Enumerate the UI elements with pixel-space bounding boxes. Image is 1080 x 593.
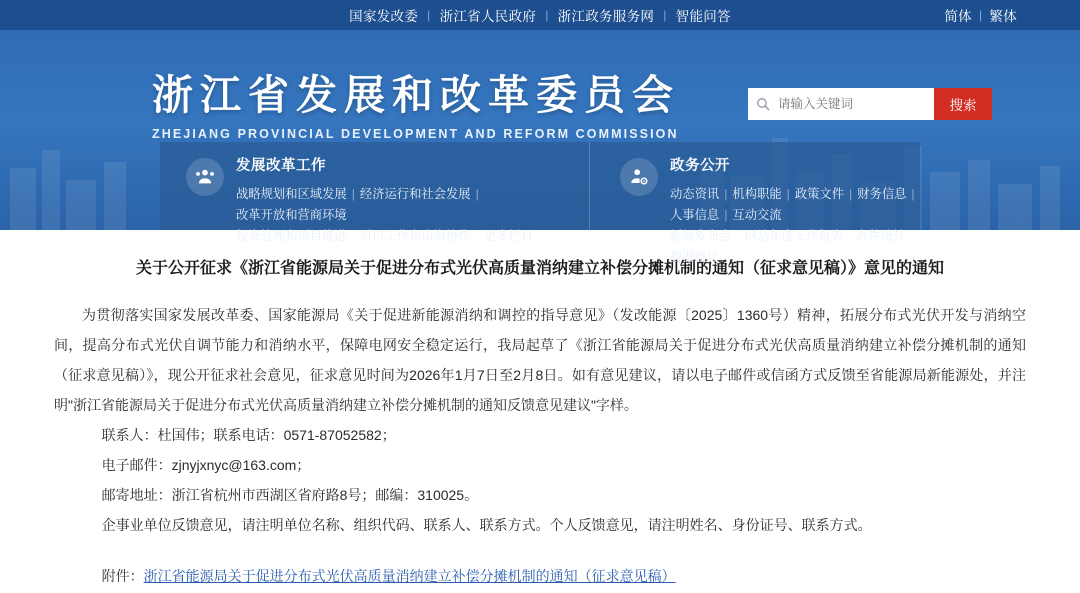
site-banner — [0, 30, 1080, 264]
top-link-zj-gov[interactable]: 浙江省人民政府 — [439, 9, 537, 24]
nav-separator: | — [475, 229, 479, 243]
language-separator: | — [978, 8, 983, 22]
search-field-wrap[interactable] — [748, 88, 934, 120]
people-group-icon — [186, 158, 224, 196]
top-link-separator: | — [545, 8, 549, 22]
nav-item-investment-projects[interactable]: 投资管理和项目推进 — [236, 229, 347, 243]
top-link-zj-service[interactable]: 浙江政务服务网 — [557, 9, 655, 24]
search-input[interactable] — [776, 96, 941, 112]
nav-item-financial-info[interactable]: 财务信息 — [857, 187, 907, 201]
nav-links-development — [236, 184, 589, 247]
search-button[interactable]: 搜索 — [934, 88, 992, 120]
nav-item-data-statistics[interactable]: 数据统计 — [670, 250, 720, 264]
nav-content-government-affairs — [670, 154, 920, 264]
nav-item-interaction[interactable]: 互动交流 — [732, 208, 782, 222]
article-paragraph-intro: 为贯彻落实国家发展改革委、国家能源局《关于促进新能源消纳和调控的指导意见》（发改能源〔2025〕1360号）精神，拓展分布式光伏开发与消纳空间，提高分布式光伏自调节能力和消纳水平，保障电网安全稳定运行，我局起草了《浙江省能源局关于促进分布式光伏高质量消纳建立补偿分摊机制的通知（征求意见稿）》，现公开征求社会意见，征求意见时间为2026年1月7日至2月8日。如有意见建议，请以电子邮件或信函方式反馈至省能源局新能源处，并注明"浙江省能源局关于促进分布式光伏高质量消纳建立补偿分摊机制的通知反馈意见建议"字样。 — [54, 306, 1026, 413]
top-link-ndrc[interactable]: 国家发改委 — [349, 9, 419, 24]
nav-item-paired-cooperation[interactable]: 对口工作和山海协作 — [359, 229, 471, 243]
language-simplified[interactable]: 简体 — [944, 9, 972, 24]
nav-links-row — [670, 184, 920, 226]
top-link-smart-qa[interactable]: 智能问答 — [675, 9, 731, 24]
language-switcher — [937, 0, 1024, 30]
nav-separator: | — [849, 187, 853, 201]
article-mail-address: 邮寄地址：浙江省杭州市西湖区省府路8号；邮编：310025。 — [101, 486, 479, 503]
search-icon — [756, 97, 770, 111]
top-link-separator: | — [663, 8, 667, 22]
nav-separator: | — [848, 229, 852, 243]
nav-heading-development: 发展改革工作 — [236, 158, 326, 174]
nav-column-development — [160, 142, 590, 243]
nav-item-news[interactable]: 动态资讯 — [670, 187, 720, 201]
attachment-link[interactable]: 浙江省能源局关于促进分布式光伏高质量消纳建立补偿分摊机制的通知（征求意见稿） — [143, 567, 676, 584]
article-contact-person: 联系人：杜国伟；联系电话：0571-87052582； — [101, 426, 396, 443]
nav-separator: | — [911, 187, 915, 201]
nav-links-row — [236, 184, 589, 226]
article-body — [54, 300, 1026, 540]
person-gear-icon — [620, 158, 658, 196]
article-contact-email: 电子邮件：zjnyjxnyc@163.com； — [101, 456, 311, 473]
nav-separator: | — [724, 208, 728, 222]
nav-separator: | — [736, 229, 740, 243]
site-title-english: ZHEJIANG PROVINCIAL DEVELOPMENT AND REFORM COMMISSION — [152, 127, 679, 142]
nav-item-strategy-planning[interactable]: 战略规划和区域发展 — [236, 187, 347, 201]
top-utility-bar — [0, 0, 1080, 30]
nav-heading-government-affairs: 政务公开 — [670, 158, 730, 174]
nav-item-reform-business-env[interactable]: 改革开放和营商环境 — [236, 208, 347, 222]
site-title: 浙江省发展和改革委员会 — [152, 72, 680, 118]
primary-nav-panel — [160, 142, 920, 264]
nav-item-case-statistics[interactable]: 办件统计 — [856, 229, 906, 243]
nav-separator: | — [351, 187, 355, 201]
attachment-section — [54, 566, 1026, 586]
nav-item-press-conference[interactable]: 新闻发布会 — [670, 229, 732, 243]
top-link-separator: | — [427, 8, 431, 22]
top-nav-links — [340, 5, 740, 25]
nav-separator: | — [724, 187, 728, 201]
nav-item-more-columns[interactable]: 更多栏目 — [483, 229, 533, 243]
article-container — [0, 230, 1080, 586]
language-traditional[interactable]: 繁体 — [989, 9, 1017, 24]
nav-links-row — [236, 226, 589, 247]
page-title: 关于公开征求《浙江省能源局关于促进分布式光伏高质量消纳建立补偿分摊机制的通知（征求意见稿）》意见的通知 — [135, 260, 944, 277]
site-identity — [152, 72, 680, 141]
nav-item-annual-report[interactable]: 网站年度工作报表 — [744, 229, 844, 243]
nav-item-functions[interactable]: 机构职能 — [732, 187, 782, 201]
site-search — [748, 88, 992, 120]
nav-links-government-affairs — [670, 184, 920, 268]
nav-content-development — [236, 154, 589, 243]
nav-separator: | — [786, 187, 790, 201]
nav-separator: | — [351, 229, 355, 243]
nav-item-policy-docs[interactable]: 政策文件 — [794, 187, 845, 201]
nav-item-economic-operation[interactable]: 经济运行和社会发展 — [359, 187, 471, 201]
attachment-label: 附件： — [101, 567, 144, 584]
nav-separator: | — [475, 187, 479, 201]
nav-item-personnel-info[interactable]: 人事信息 — [670, 208, 720, 222]
nav-column-government-affairs — [590, 142, 920, 264]
article-feedback-note: 企事业单位反馈意见，请注明单位名称、组织代码、联系人、联系方式。个人反馈意见，请注明姓名、身份证号、联系方式。 — [101, 516, 872, 533]
nav-links-row — [670, 226, 920, 268]
nav-separator: | — [910, 229, 914, 243]
